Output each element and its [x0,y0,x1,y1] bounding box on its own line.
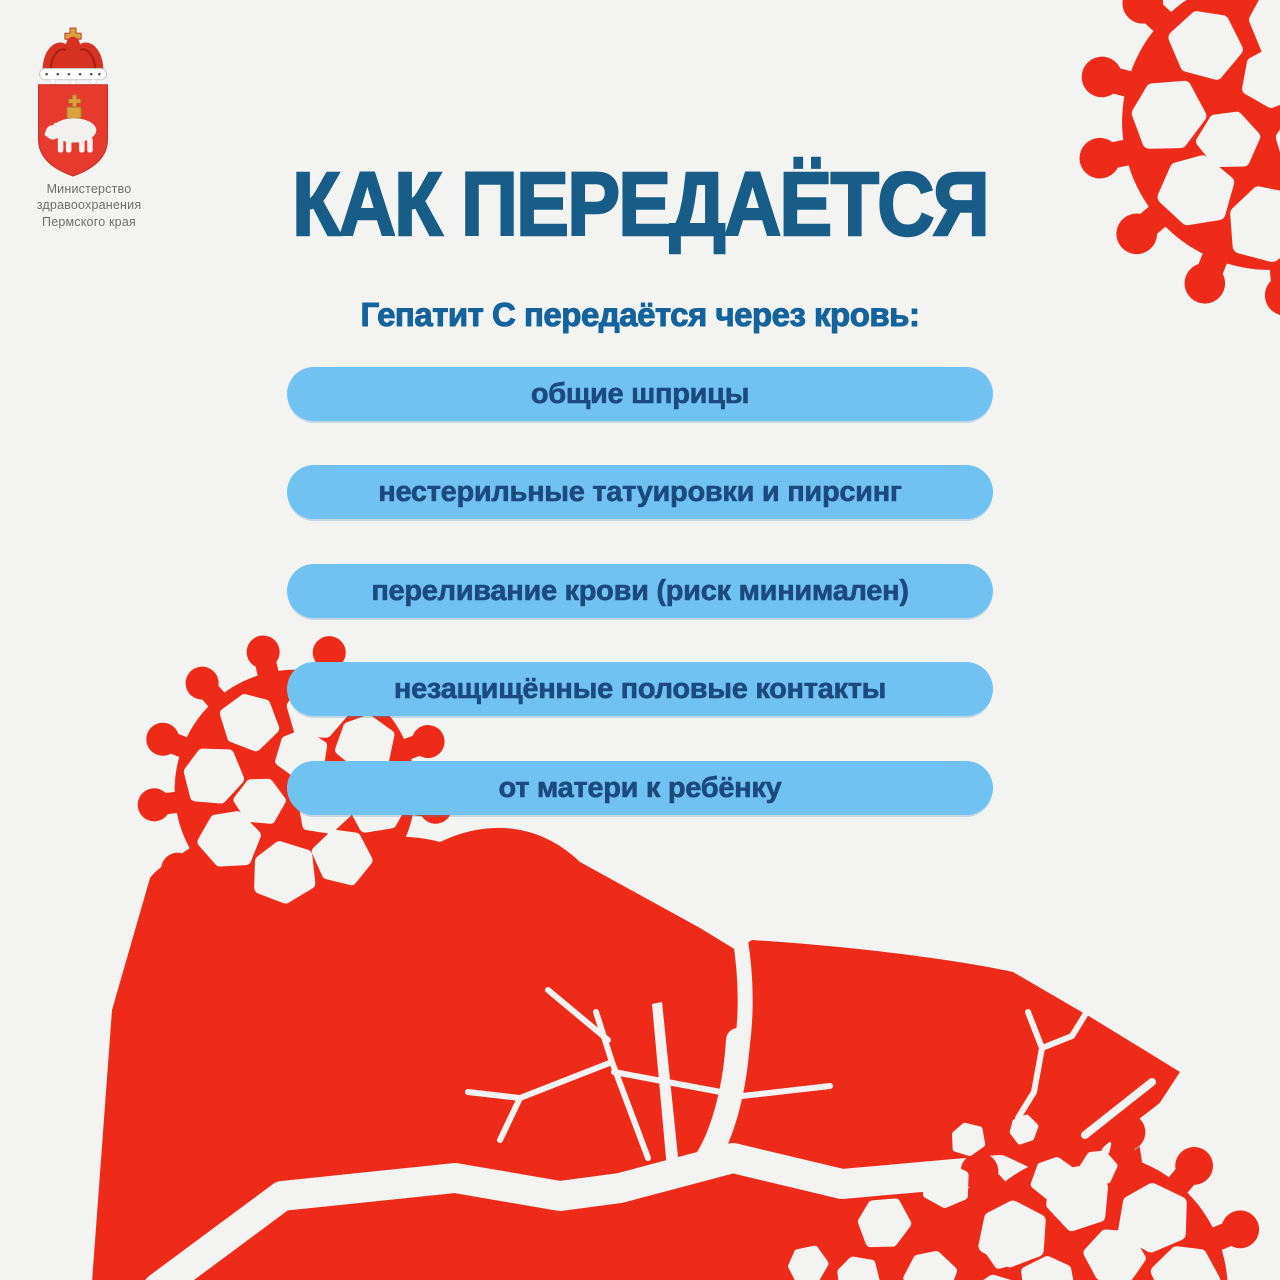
ministry-caption-line: Пермского края [42,214,136,229]
ministry-caption-line: Министерство [46,182,132,196]
route-pill-label: переливание крови (риск минимален) [371,574,909,607]
poster-title: КАК ПЕРЕДАЁТСЯ [292,155,988,255]
route-pill [287,367,993,421]
route-pill-label: от матери к ребёнку [498,771,782,804]
poster-subtitle: Гепатит С передаётся через кровь: [360,296,920,333]
route-pill-label: незащищённые половые контакты [393,672,887,705]
route-pill [287,564,993,618]
route-pill [287,662,993,716]
route-pill [287,465,993,519]
route-pill [287,761,993,815]
route-pill-label: общие шприцы [530,377,750,410]
coat-of-arms-icon [30,26,116,178]
route-pill-label: нестерильные татуировки и пирсинг [378,475,902,508]
ministry-caption-line: здравоохранения [36,198,142,213]
